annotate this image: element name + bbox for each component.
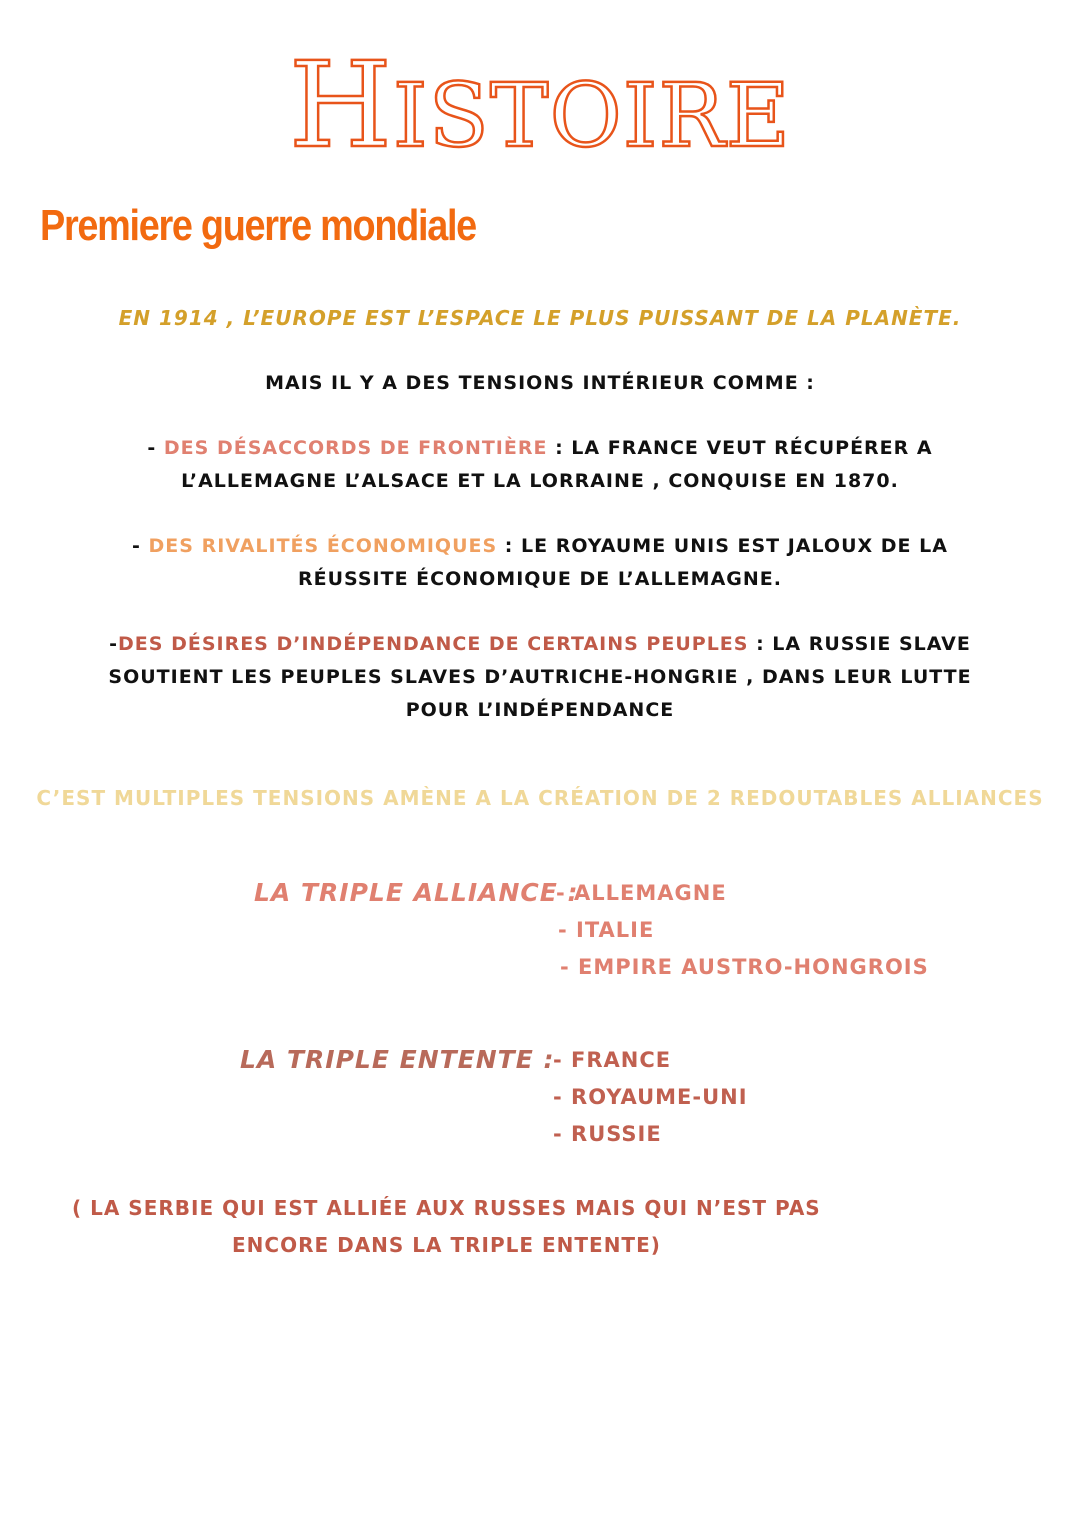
intro-text: EN 1914 , L’EUROPE EST L’ESPACE LE PLUS PUISSANT DE LA PLANÈTE. xyxy=(118,306,962,330)
tension-text: : LA FRANCE VEUT RÉCUPÉRER A xyxy=(547,437,933,459)
tensions-intro: MAIS IL Y A DES TENSIONS INTÉRIEUR COMME : xyxy=(265,372,815,394)
tension-prefix: - xyxy=(132,535,149,557)
tension-item-economic xyxy=(0,530,1080,596)
tension-prefix: - xyxy=(109,633,119,655)
title-initial: H xyxy=(288,36,393,174)
tension-line xyxy=(0,628,1080,661)
triple-alliance-label: LA TRIPLE ALLIANCE : xyxy=(254,878,579,907)
triple-entente-label: LA TRIPLE ENTENTE : xyxy=(240,1045,555,1074)
note-line: ( LA SERBIE QUI EST ALLIÉE AUX RUSSES MAIS QUI N’EST PAS xyxy=(72,1196,821,1220)
tension-line xyxy=(0,530,1080,563)
tension-line: RÉUSSITE ÉCONOMIQUE DE L’ALLEMAGNE. xyxy=(298,568,782,590)
alliances-intro: C’EST MULTIPLES TENSIONS AMÈNE A LA CRÉATION DE 2 REDOUTABLES ALLIANCES xyxy=(36,786,1044,810)
tension-highlight: DES DÉSACCORDS DE FRONTIÈRE xyxy=(163,437,548,459)
tension-line xyxy=(0,432,1080,465)
tension-highlight: DES DÉSIRES D’INDÉPENDANCE DE CERTAINS PEUPLES xyxy=(118,633,749,655)
list-item: - EMPIRE AUSTRO-HONGROIS xyxy=(560,955,929,979)
tension-line: SOUTIENT LES PEUPLES SLAVES D’AUTRICHE-HONGRIE , DANS LEUR LUTTE xyxy=(108,666,972,688)
page-title xyxy=(0,36,1080,181)
list-item: - RUSSIE xyxy=(553,1122,662,1146)
tension-item-borders xyxy=(0,432,1080,498)
list-item: - ITALIE xyxy=(558,918,655,942)
list-item: - FRANCE xyxy=(553,1048,672,1072)
list-item: - ALLEMAGNE xyxy=(556,881,727,905)
tension-highlight: DES RIVALITÉS ÉCONOMIQUES xyxy=(148,535,498,557)
note-line: ENCORE DANS LA TRIPLE ENTENTE) xyxy=(232,1233,661,1257)
list-item: - ROYAUME-UNI xyxy=(553,1085,748,1109)
tension-line: POUR L’INDÉPENDANCE xyxy=(405,699,675,721)
section-heading: Premiere guerre mondiale xyxy=(40,201,476,250)
tension-text: : LA RUSSIE SLAVE xyxy=(748,633,971,655)
title-rest: ISTOIRE xyxy=(392,64,792,167)
tension-item-independence xyxy=(0,628,1080,727)
triple-entente-members xyxy=(553,1043,748,1154)
serbia-note xyxy=(72,1190,821,1264)
triple-alliance-members xyxy=(556,876,929,987)
tension-prefix: - xyxy=(147,437,164,459)
tension-line: L’ALLEMAGNE L’ALSACE ET LA LORRAINE , CONQUISE EN 1870. xyxy=(181,470,899,492)
tension-text: : LE ROYAUME UNIS EST JALOUX DE LA xyxy=(497,535,948,557)
